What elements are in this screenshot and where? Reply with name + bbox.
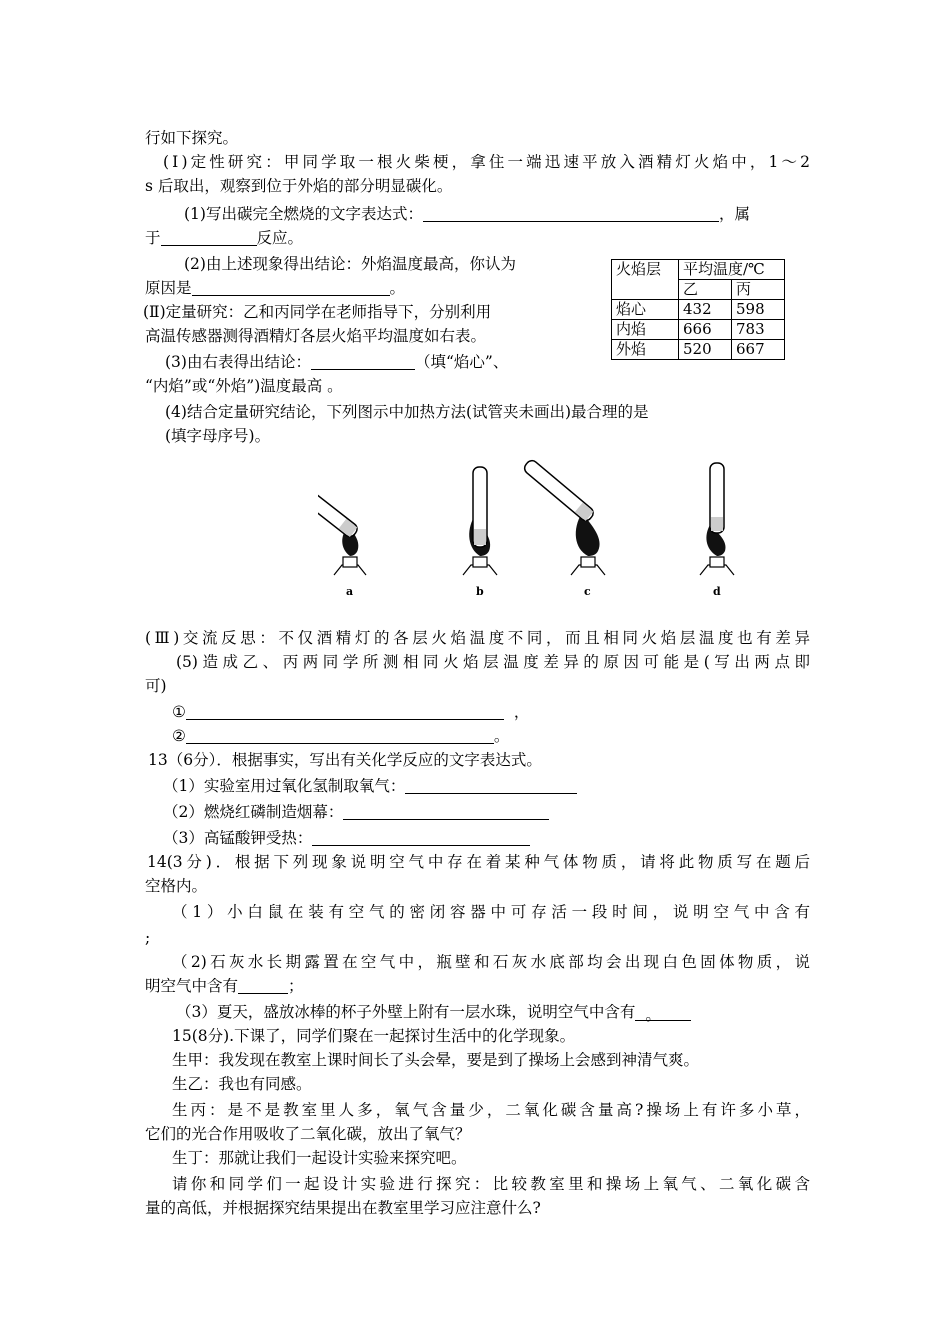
- table-cell: 666: [679, 320, 732, 340]
- question-text: 。: [645, 1006, 661, 1024]
- figure-label: d: [713, 585, 721, 598]
- text-line: （2)石灰水长期露置在空气中，瓶壁和石灰水底部均会出现白色固体物质，说: [172, 953, 810, 971]
- question-text: ；: [288, 977, 304, 995]
- text-line: 量的高低，并根据探究结果提出在教室里学习应注意什么?: [145, 1199, 541, 1217]
- table-subheader: 乙: [679, 280, 732, 300]
- heating-methods-figure: [318, 455, 758, 600]
- answer-blank[interactable]: [238, 976, 288, 994]
- figure-label: b: [476, 585, 484, 598]
- answer-blank[interactable]: [423, 204, 719, 222]
- question-text: ②: [172, 727, 186, 745]
- text-line: 15(8分).下课了，同学们聚在一起探讨生活中的化学现象。: [172, 1027, 576, 1045]
- answer-blank[interactable]: [635, 1003, 691, 1024]
- question-text: 反应。: [256, 229, 304, 247]
- table-cell: 焰心: [612, 300, 679, 320]
- apparatus-c: [522, 458, 605, 575]
- question-1-line: [184, 202, 810, 226]
- text-line: 14(3分)．根据下列现象说明空气中存在着某种气体物质，请将此物质写在题后: [147, 853, 810, 871]
- question-13-1: [163, 774, 828, 798]
- question-13-3: [163, 826, 828, 850]
- apparatus-b: [463, 467, 497, 575]
- question-text: 明空气中含有: [145, 977, 239, 995]
- table-cell: 667: [732, 340, 785, 360]
- table-subheader: 丙: [732, 280, 785, 300]
- table-header: 平均温度/℃: [679, 260, 785, 280]
- answer-blank[interactable]: [311, 352, 415, 370]
- question-5-line-2: [172, 724, 837, 748]
- text-line: 生甲：我发现在教室上课时间长了头会晕，要是到了操场上会感到神清气爽。: [172, 1051, 700, 1069]
- answer-blank[interactable]: [192, 278, 390, 296]
- text-line: 空格内。: [145, 877, 208, 895]
- text-line: ;: [145, 929, 151, 947]
- apparatus-d: [700, 463, 734, 575]
- table-cell: 432: [679, 300, 732, 320]
- question-text: 于: [145, 229, 161, 247]
- question-text: ，: [513, 703, 530, 721]
- question-text: (3)由右表得出结论：: [165, 353, 311, 371]
- answer-blank[interactable]: [161, 228, 257, 246]
- text-line: “内焰”或“外焰”)温度最高 。: [145, 377, 343, 395]
- question-text: （1）实验室用过氧化氢制取氧气：: [163, 777, 406, 795]
- text-line: (填字母序号)。: [165, 427, 271, 445]
- table-cell: 外焰: [612, 340, 679, 360]
- text-line: (Ⅲ)交流反思：不仅酒精灯的各层火焰温度不同，而且相同火焰层温度也有差异: [145, 629, 810, 647]
- text-line: 可): [145, 677, 167, 695]
- table-cell: 520: [679, 340, 732, 360]
- text-line: 生乙：我也有同感。: [172, 1075, 312, 1093]
- answer-blank[interactable]: [312, 828, 530, 846]
- question-3-line: [165, 350, 605, 374]
- answer-blank[interactable]: [405, 776, 577, 794]
- text-line: 生丁：那就让我们一起设计实验来探究吧。: [172, 1149, 467, 1167]
- text-line: 高温传感器测得酒精灯各层火焰平均温度如右表。: [145, 327, 487, 345]
- table-cell: 内焰: [612, 320, 679, 340]
- table-cell: 783: [732, 320, 785, 340]
- question-text: （3）高锰酸钾受热：: [163, 829, 313, 847]
- text-line: （1）小白鼠在装有空气的密闭容器中可存活一段时间，说明空气中含有: [172, 903, 810, 921]
- question-text: 原因是: [145, 279, 192, 297]
- text-line: s 后取出，观察到位于外焰的部分明显碳化。: [145, 177, 453, 195]
- question-text: (1)写出碳完全燃烧的文字表达式：: [184, 205, 423, 223]
- flame-temperature-table: [611, 259, 785, 360]
- question-14-3: [176, 1000, 810, 1024]
- text-line: (2)由上述现象得出结论：外焰温度最高，你认为: [184, 255, 516, 273]
- question-5-line-1: [172, 700, 837, 724]
- question-1-line-cont: [145, 226, 810, 250]
- table-cell: 598: [732, 300, 785, 320]
- answer-blank[interactable]: [343, 802, 549, 820]
- table-row: [612, 320, 785, 340]
- question-text: （填“焰心”、: [414, 353, 509, 371]
- table-row: [612, 300, 785, 320]
- text-line: (5)造成乙、丙两同学所测相同火焰层温度差异的原因可能是(写出两点即: [176, 653, 810, 671]
- question-text: ，属: [718, 205, 750, 223]
- apparatus-a: [318, 477, 366, 575]
- table-row: [612, 340, 785, 360]
- text-line: 13（6分）．根据事实，写出有关化学反应的文字表达式。: [148, 751, 542, 769]
- text-line: (4)结合定量研究结论，下列图示中加热方法(试管夹未画出)最合理的是: [165, 403, 649, 421]
- question-text: （3）夏天，盛放冰棒的杯子外壁上附有一层水珠，说明空气中含有: [176, 1003, 636, 1021]
- text-line: 生丙：是不是教室里人多，氧气含量少，二氧化碳含量高?操场上有许多小草，: [172, 1101, 810, 1119]
- text-line: (Ⅰ)定性研究：甲同学取一根火柴梗，拿住一端迅速平放入酒精灯火焰中，1～2: [163, 153, 810, 171]
- question-text: 。: [389, 279, 406, 297]
- text-line: (Ⅱ)定量研究：乙和丙同学在老师指导下，分别利用: [143, 303, 492, 321]
- question-text: 。: [493, 727, 510, 745]
- text-line: 请你和同学们一起设计实验进行探究：比较教室里和操场上氧气、二氧化碳含: [172, 1175, 810, 1193]
- question-text: （2）燃烧红磷制造烟幕：: [163, 803, 344, 821]
- answer-blank[interactable]: [186, 726, 494, 744]
- figure-label: a: [346, 585, 354, 598]
- text-line: 行如下探究。: [145, 129, 239, 147]
- figure-label: c: [584, 585, 591, 598]
- text-line: 它们的光合作用吸收了二氧化碳，放出了氧气？: [145, 1125, 471, 1143]
- question-14-2: [145, 974, 810, 998]
- answer-blank[interactable]: [186, 702, 504, 720]
- table-header: 火焰层: [612, 260, 679, 300]
- question-13-2: [163, 800, 828, 824]
- question-text: ①: [172, 703, 186, 721]
